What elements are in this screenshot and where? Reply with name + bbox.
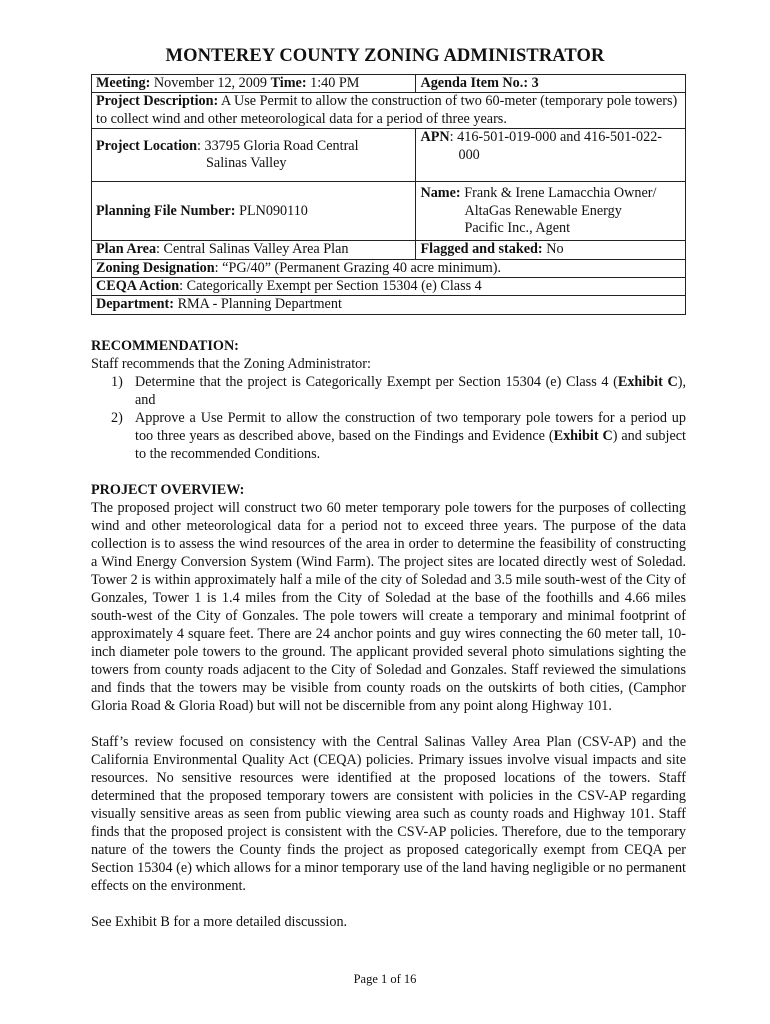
recommendation-section (91, 337, 686, 463)
department-cell (92, 296, 686, 314)
time-value: 1:40 PM (310, 75, 360, 91)
agenda-cell (416, 75, 686, 93)
ceqa-cell (92, 278, 686, 296)
owner-name-line3: Pacific Inc., Agent (464, 219, 571, 236)
owner-name-label: Name: (420, 185, 461, 202)
recommendation-item-2 (91, 409, 686, 463)
department-label: Department: (96, 296, 175, 313)
overview-paragraph-3: See Exhibit B for a more detailed discussion. (91, 914, 348, 930)
page-number: Page 1 of 16 (353, 972, 417, 986)
apn-label: APN (420, 129, 450, 146)
recommendation-intro: Staff recommends that the Zoning Administrator: (91, 356, 371, 372)
plan-area-row (92, 241, 686, 259)
recommendation-item-1 (91, 373, 686, 409)
page-title: MONTEREY COUNTY ZONING ADMINISTRATOR (165, 46, 605, 66)
exhibit-reference: Exhibit C (553, 428, 613, 444)
owner-name-line2: AltaGas Renewable Energy (464, 202, 622, 219)
project-overview-section (91, 481, 686, 931)
project-location-line1: : 33795 Gloria Road Central (197, 137, 359, 154)
zoning-value: : “PG/40” (Permanent Grazing 40 acre minimum). (214, 259, 502, 276)
recommendation-item-end: ), and (135, 374, 686, 408)
exhibit-reference: Exhibit C (617, 374, 678, 390)
overview-paragraph-2: Staff’s review focused on consistency with the Central Salinas Valley Area Plan (CSV-AP) and the California Environmental Quality Act (CEQA) policies. Primary issues involve visual impacts and site resources. No sensitive resources were identified at the proposed locations of the towers. Staff determined that the proposed temporary towers are consistent with policies in the CSV-AP regarding visually sensitive areas as seen from public viewing area such as county roads and Highway 101. Staff finds that the proposed project is consistent with the CSV-AP policies. Therefore, due to the temporary nature of the towers the County finds the project as proposed categorically exempt from CEQA per Section 15304 (e) which allows for a minor temporary use of the land having negligible or no permanent effects on the environment. (91, 734, 686, 894)
project-location-line2: Salinas Valley (206, 155, 287, 172)
file-number-row (92, 182, 686, 241)
ceqa-row (92, 278, 686, 296)
plan-area-label: Plan Area (96, 241, 157, 258)
project-description-value: A Use Permit to allow the construction of two 60-meter (temporary pole towers) to collect wind and other meteorological data for a period of three years. (96, 93, 678, 127)
meeting-cell (92, 75, 416, 93)
project-overview-heading: PROJECT OVERVIEW: (91, 482, 245, 498)
owner-name-cell (416, 182, 686, 241)
ceqa-label: CEQA Action (96, 278, 180, 295)
list-number: 2) (111, 410, 123, 426)
plan-area-cell (92, 241, 416, 259)
zoning-label: Zoning Designation (96, 259, 215, 276)
time-label: Time: (270, 75, 307, 91)
meeting-row (92, 75, 686, 93)
plan-area-value: : Central Salinas Valley Area Plan (156, 241, 349, 258)
ceqa-value: : Categorically Exempt per Section 15304 (e) Class 4 (179, 278, 482, 295)
meeting-date: November 12, 2009 (153, 75, 268, 91)
overview-paragraph-1: The proposed project will construct two 60 meter temporary pole towers for the purposes of collecting wind and other meteorological data for a period not to exceed three years. The purpose of the data collection is to assess the wind resources of the area in order to determine the feasibility of constructing a Wind Energy Conversion System (Wind Farm). The project sites are located directly west of Soledad. Tower 2 is within approximately half a mile of the city of Soledad and 3.5 mile south-west of the City of Gonzales, Tower 1 is 1.4 miles from the City of Soledad at the base of the foothills and 4.66 miles south-west of the City of Gonzales. The pole towers will create a temporary and minimal footprint of approximately 4 square feet. There are 24 anchor points and guy wires connecting the 60 meter tall, 10-inch diameter pole towers to the ground. The applicant provided several photo simulations sighting the towers from county roads adjacent to the City of Soledad and Gonzales. Staff reviewed the simulations and finds that the towers may be visible from county roads on the outskirts of both cities, (Camphor Gloria Road & Gloria Road) but will not be discernible from any point along Highway 101. (91, 500, 686, 714)
apn-cell (416, 129, 686, 182)
planning-file-cell (92, 182, 416, 241)
recommendation-item-text: Determine that the project is Categorically Exempt per Section 15304 (e) Class 4 ( (135, 374, 618, 390)
flagged-value: No (546, 241, 564, 258)
department-value: RMA - Planning Department (177, 296, 342, 313)
recommendation-list (91, 373, 686, 463)
project-location-label: Project Location (96, 137, 197, 154)
flagged-cell (416, 241, 686, 259)
zoning-row (92, 259, 686, 277)
owner-name-line1: Frank & Irene Lamacchia Owner/ (464, 185, 657, 202)
recommendation-item-end: ) and subject to the recommended Conditions. (135, 428, 686, 462)
meeting-label: Meeting: (96, 75, 151, 91)
recommendation-item-text: Approve a Use Permit to allow the construction of two temporary pole towers for a period up too three years as described above, based on the Findings and Evidence ( (135, 410, 686, 444)
project-description-cell (92, 93, 686, 129)
project-description-label: Project Description: (96, 93, 219, 110)
zoning-cell (92, 259, 686, 277)
project-description-row (92, 93, 686, 129)
list-number: 1) (111, 374, 123, 390)
planning-file-label: Planning File Number: (96, 202, 236, 219)
location-row (92, 129, 686, 182)
department-row (92, 296, 686, 314)
agenda-item-label: Agenda Item No.: 3 (420, 75, 539, 91)
apn-line2: 000 (458, 146, 480, 163)
flagged-label: Flagged and staked: (420, 241, 543, 258)
recommendation-heading: RECOMMENDATION: (91, 338, 239, 354)
apn-line1: : 416-501-019-000 and 416-501-022- (449, 129, 663, 146)
project-info-table (91, 74, 686, 315)
project-location-cell (92, 129, 416, 182)
planning-file-value: PLN090110 (239, 202, 308, 219)
